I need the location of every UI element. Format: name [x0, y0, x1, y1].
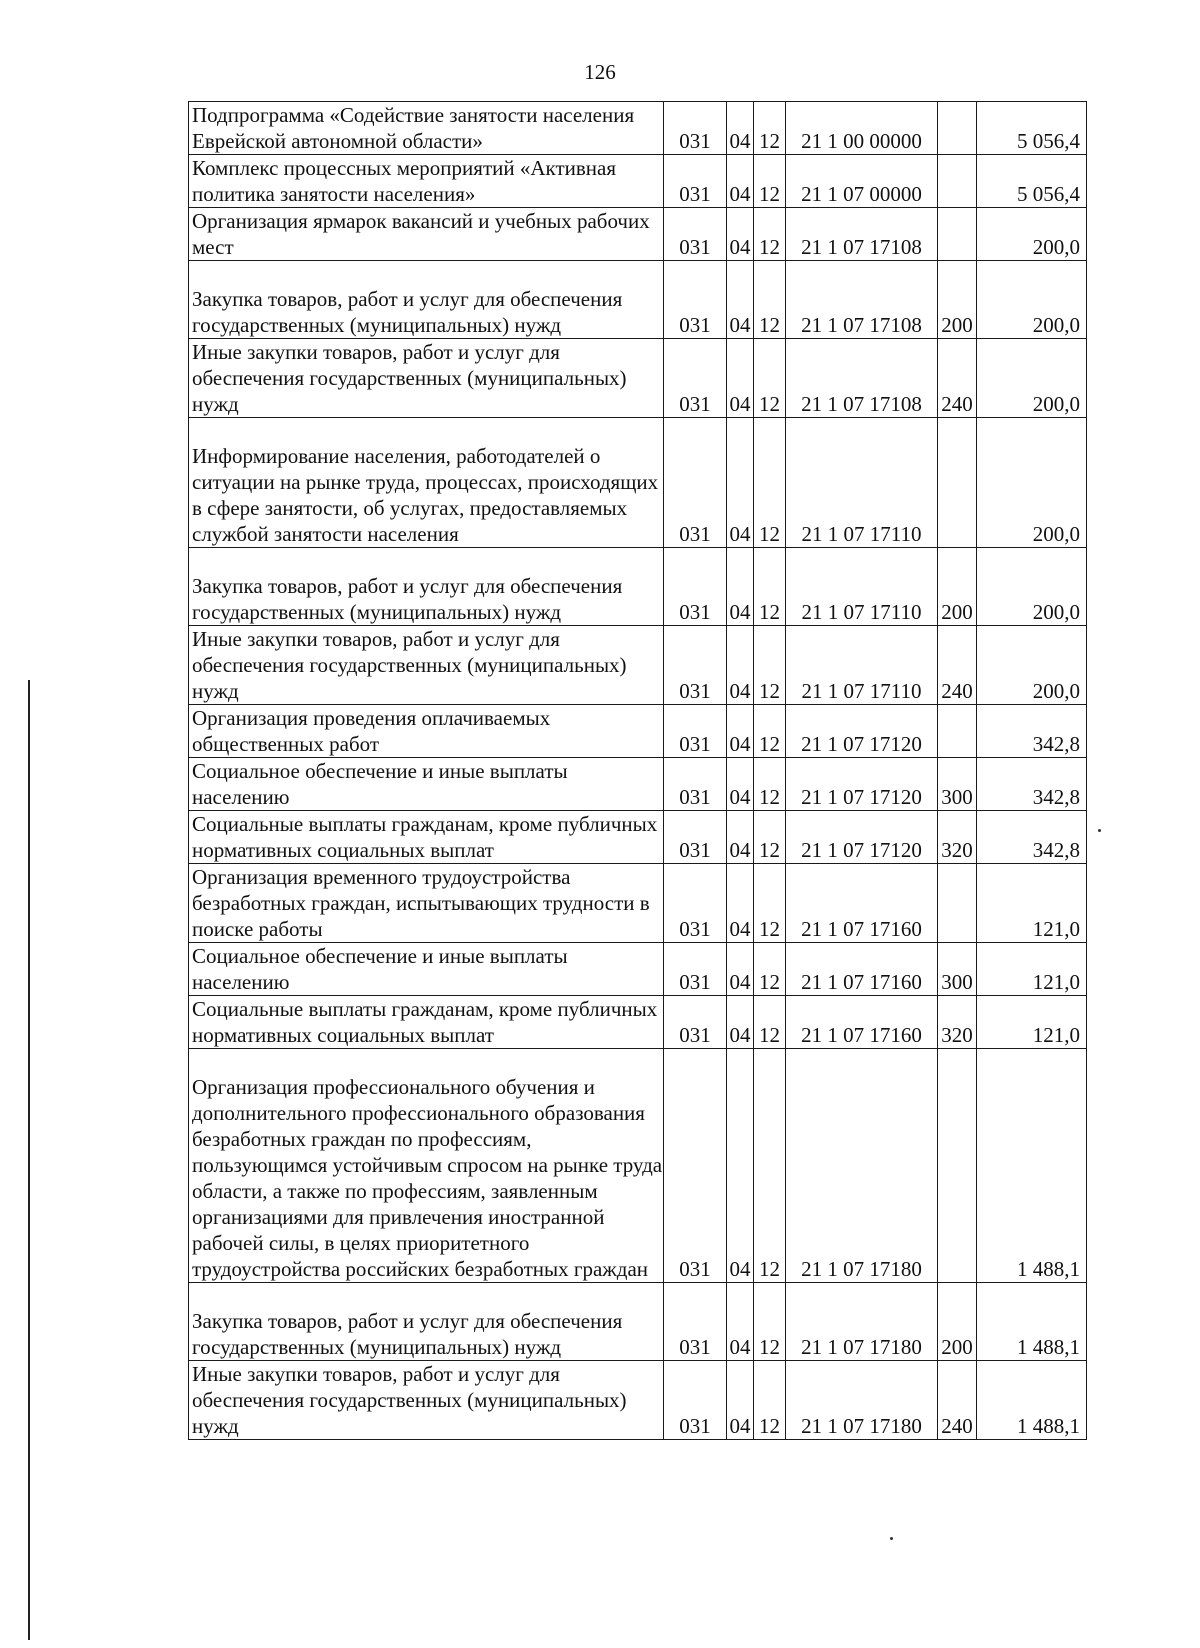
subsection-code-cell: 12	[754, 208, 786, 261]
ministry-code-cell: 031	[664, 705, 727, 758]
ministry-code-cell: 031	[664, 1283, 727, 1361]
target-article-cell: 21 1 07 17160	[786, 864, 938, 943]
target-article-cell: 21 1 07 17120	[786, 705, 938, 758]
table-row	[189, 1049, 1087, 1283]
expense-type-cell: 240	[938, 339, 977, 418]
table-row	[189, 155, 1087, 208]
table-row	[189, 626, 1087, 705]
amount-cell: 121,0	[977, 943, 1087, 996]
table-row	[189, 705, 1087, 758]
expense-type-cell	[938, 864, 977, 943]
ministry-code-cell: 031	[664, 1049, 727, 1283]
amount-cell: 342,8	[977, 705, 1087, 758]
expense-type-cell: 240	[938, 626, 977, 705]
item-name-cell: Иные закупки товаров, работ и услуг для обеспечения государственных (муниципальных) нужд	[189, 339, 664, 418]
expense-type-cell: 200	[938, 261, 977, 339]
expense-type-cell: 320	[938, 996, 977, 1049]
subsection-code-cell: 12	[754, 864, 786, 943]
section-code-cell: 04	[727, 102, 754, 155]
item-name-cell: Закупка товаров, работ и услуг для обеспечения государственных (муниципальных) нужд	[189, 1283, 664, 1361]
expense-type-cell	[938, 705, 977, 758]
expense-type-cell	[938, 208, 977, 261]
section-code-cell: 04	[727, 155, 754, 208]
binder-edge-mark	[28, 680, 30, 1640]
expense-type-cell	[938, 155, 977, 208]
section-code-cell: 04	[727, 996, 754, 1049]
ministry-code-cell: 031	[664, 418, 727, 548]
item-name-cell: Социальное обеспечение и иные выплаты населению	[189, 758, 664, 811]
section-code-cell: 04	[727, 339, 754, 418]
subsection-code-cell: 12	[754, 155, 786, 208]
target-article-cell: 21 1 07 17180	[786, 1283, 938, 1361]
subsection-code-cell: 12	[754, 943, 786, 996]
ministry-code-cell: 031	[664, 102, 727, 155]
item-name-cell: Иные закупки товаров, работ и услуг для обеспечения государственных (муниципальных) нужд	[189, 626, 664, 705]
table-row	[189, 1283, 1087, 1361]
target-article-cell: 21 1 07 17108	[786, 261, 938, 339]
expense-type-cell: 200	[938, 1283, 977, 1361]
table-row	[189, 864, 1087, 943]
item-name-cell: Подпрограмма «Содействие занятости населения Еврейской автономной области»	[189, 102, 664, 155]
amount-cell: 200,0	[977, 208, 1087, 261]
target-article-cell: 21 1 07 17180	[786, 1361, 938, 1440]
item-name-cell: Закупка товаров, работ и услуг для обеспечения государственных (муниципальных) нужд	[189, 261, 664, 339]
item-name-cell: Социальные выплаты гражданам, кроме публичных нормативных социальных выплат	[189, 811, 664, 864]
item-name-cell: Организация проведения оплачиваемых общественных работ	[189, 705, 664, 758]
section-code-cell: 04	[727, 626, 754, 705]
subsection-code-cell: 12	[754, 339, 786, 418]
item-name-cell: Социальные выплаты гражданам, кроме публичных нормативных социальных выплат	[189, 996, 664, 1049]
budget-table	[188, 101, 1087, 1440]
page-number: 126	[584, 60, 616, 84]
table-row	[189, 261, 1087, 339]
table-row	[189, 996, 1087, 1049]
amount-cell: 200,0	[977, 339, 1087, 418]
table-row	[189, 339, 1087, 418]
amount-cell: 342,8	[977, 811, 1087, 864]
section-code-cell: 04	[727, 1049, 754, 1283]
subsection-code-cell: 12	[754, 548, 786, 626]
item-name-cell: Организация ярмарок вакансий и учебных рабочих мест	[189, 208, 664, 261]
table-row	[189, 943, 1087, 996]
target-article-cell: 21 1 07 17108	[786, 339, 938, 418]
ministry-code-cell: 031	[664, 943, 727, 996]
budget-table-body	[189, 102, 1087, 1440]
subsection-code-cell: 12	[754, 102, 786, 155]
target-article-cell: 21 1 07 17120	[786, 758, 938, 811]
subsection-code-cell: 12	[754, 1049, 786, 1283]
target-article-cell: 21 1 07 17110	[786, 418, 938, 548]
expense-type-cell	[938, 418, 977, 548]
target-article-cell: 21 1 07 17120	[786, 811, 938, 864]
ministry-code-cell: 031	[664, 996, 727, 1049]
expense-type-cell: 300	[938, 943, 977, 996]
amount-cell: 342,8	[977, 758, 1087, 811]
item-name-cell: Социальное обеспечение и иные выплаты населению	[189, 943, 664, 996]
ministry-code-cell: 031	[664, 261, 727, 339]
amount-cell: 121,0	[977, 864, 1087, 943]
item-name-cell: Иные закупки товаров, работ и услуг для обеспечения государственных (муниципальных) нужд	[189, 1361, 664, 1440]
target-article-cell: 21 1 07 17160	[786, 943, 938, 996]
amount-cell: 200,0	[977, 626, 1087, 705]
ministry-code-cell: 031	[664, 811, 727, 864]
table-row	[189, 102, 1087, 155]
item-name-cell: Организация временного трудоустройства безработных граждан, испытывающих трудности в поиске работы	[189, 864, 664, 943]
item-name-cell: Закупка товаров, работ и услуг для обеспечения государственных (муниципальных) нужд	[189, 548, 664, 626]
table-row	[189, 208, 1087, 261]
subsection-code-cell: 12	[754, 758, 786, 811]
ministry-code-cell: 031	[664, 864, 727, 943]
amount-cell: 200,0	[977, 261, 1087, 339]
section-code-cell: 04	[727, 811, 754, 864]
scan-speck	[890, 1537, 893, 1540]
section-code-cell: 04	[727, 758, 754, 811]
section-code-cell: 04	[727, 705, 754, 758]
expense-type-cell: 240	[938, 1361, 977, 1440]
amount-cell: 5 056,4	[977, 155, 1087, 208]
target-article-cell: 21 1 07 17180	[786, 1049, 938, 1283]
table-row	[189, 548, 1087, 626]
ministry-code-cell: 031	[664, 758, 727, 811]
expense-type-cell	[938, 1049, 977, 1283]
amount-cell: 200,0	[977, 548, 1087, 626]
item-name-cell: Информирование населения, работодателей о ситуации на рынке труда, процессах, происходящих в сфере занятости, об услугах, предоставляемых службой занятости населения	[189, 418, 664, 548]
subsection-code-cell: 12	[754, 418, 786, 548]
target-article-cell: 21 1 07 17110	[786, 626, 938, 705]
item-name-cell: Комплекс процессных мероприятий «Активная политика занятости населения»	[189, 155, 664, 208]
target-article-cell: 21 1 07 17108	[786, 208, 938, 261]
table-row	[189, 418, 1087, 548]
amount-cell: 1 488,1	[977, 1361, 1087, 1440]
section-code-cell: 04	[727, 548, 754, 626]
table-row	[189, 758, 1087, 811]
target-article-cell: 21 1 00 00000	[786, 102, 938, 155]
expense-type-cell: 200	[938, 548, 977, 626]
section-code-cell: 04	[727, 943, 754, 996]
section-code-cell: 04	[727, 864, 754, 943]
subsection-code-cell: 12	[754, 261, 786, 339]
ministry-code-cell: 031	[664, 155, 727, 208]
table-row	[189, 811, 1087, 864]
ministry-code-cell: 031	[664, 1361, 727, 1440]
section-code-cell: 04	[727, 261, 754, 339]
subsection-code-cell: 12	[754, 1361, 786, 1440]
expense-type-cell: 300	[938, 758, 977, 811]
item-name-cell: Организация профессионального обучения и дополнительного профессионального образования безработных граждан по профессиям, пользующимся устойчивым спросом на рынке труда области, а также по профессиям, заявленным организациями для привлечения иностранной рабочей силы, в целях приоритетного трудоустройства российских безработных граждан	[189, 1049, 664, 1283]
ministry-code-cell: 031	[664, 626, 727, 705]
expense-type-cell: 320	[938, 811, 977, 864]
section-code-cell: 04	[727, 418, 754, 548]
section-code-cell: 04	[727, 1283, 754, 1361]
subsection-code-cell: 12	[754, 996, 786, 1049]
amount-cell: 1 488,1	[977, 1283, 1087, 1361]
target-article-cell: 21 1 07 17160	[786, 996, 938, 1049]
expense-type-cell	[938, 102, 977, 155]
ministry-code-cell: 031	[664, 208, 727, 261]
amount-cell: 121,0	[977, 996, 1087, 1049]
target-article-cell: 21 1 07 00000	[786, 155, 938, 208]
subsection-code-cell: 12	[754, 811, 786, 864]
ministry-code-cell: 031	[664, 339, 727, 418]
amount-cell: 1 488,1	[977, 1049, 1087, 1283]
subsection-code-cell: 12	[754, 705, 786, 758]
ministry-code-cell: 031	[664, 548, 727, 626]
section-code-cell: 04	[727, 208, 754, 261]
amount-cell: 5 056,4	[977, 102, 1087, 155]
table-row	[189, 1361, 1087, 1440]
subsection-code-cell: 12	[754, 626, 786, 705]
section-code-cell: 04	[727, 1361, 754, 1440]
amount-cell: 200,0	[977, 418, 1087, 548]
target-article-cell: 21 1 07 17110	[786, 548, 938, 626]
subsection-code-cell: 12	[754, 1283, 786, 1361]
scan-speck	[1098, 829, 1101, 832]
